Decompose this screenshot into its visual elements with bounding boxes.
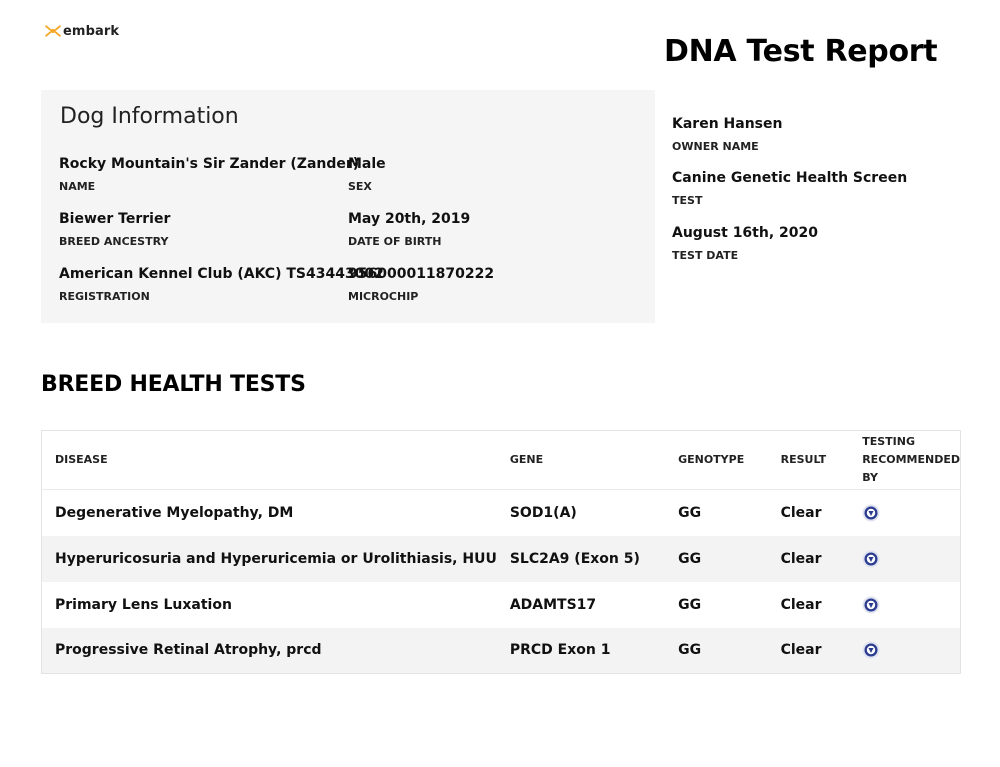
- test-date-field: [672, 225, 818, 262]
- result-cell: Clear: [768, 582, 850, 628]
- genotype-cell: GG: [665, 582, 768, 628]
- recommended-by-header-line1: TESTING: [862, 435, 915, 448]
- date-of-birth-label: DATE OF BIRTH: [348, 235, 442, 248]
- breed-club-seal-icon: [862, 596, 880, 614]
- test-field: [672, 170, 907, 207]
- table-row: [42, 628, 961, 674]
- microchip-value: 956000011870222: [348, 266, 495, 282]
- embark-logo-icon: [44, 22, 62, 40]
- breed-health-tests-title: BREED HEALTH TESTS: [41, 372, 306, 397]
- recommended-by-column-header: [849, 431, 960, 490]
- breed-club-seal-icon: [862, 504, 880, 522]
- recommended-by-cell: [849, 582, 960, 628]
- owner-name-value: Karen Hansen: [672, 116, 783, 132]
- result-cell: Clear: [768, 628, 850, 674]
- result-cell: Clear: [768, 536, 850, 582]
- date-of-birth-field: [348, 211, 470, 248]
- genotype-column-header: GENOTYPE: [665, 431, 768, 490]
- test-date-label: TEST DATE: [672, 249, 739, 262]
- breed-club-seal-icon: [862, 641, 880, 659]
- embark-logo: [44, 22, 119, 40]
- table-row: [42, 582, 961, 628]
- genotype-cell: GG: [665, 490, 768, 536]
- registration-field: [59, 266, 384, 303]
- brand-name: embark: [63, 23, 120, 39]
- report-title: DNA Test Report: [664, 34, 938, 69]
- breed-club-seal-icon: [862, 550, 880, 568]
- result-column-header: RESULT: [768, 431, 850, 490]
- dog-name-label: NAME: [59, 180, 96, 193]
- gene-cell: ADAMTS17: [497, 582, 665, 628]
- result-cell: Clear: [768, 490, 850, 536]
- disease-cell: Primary Lens Luxation: [42, 582, 497, 628]
- disease-column-header: DISEASE: [42, 431, 497, 490]
- disease-cell: Progressive Retinal Atrophy, prcd: [42, 628, 497, 674]
- table-header-row: [42, 431, 961, 490]
- test-label: TEST: [672, 194, 703, 207]
- table-row: [42, 536, 961, 582]
- breed-ancestry-label: BREED ANCESTRY: [59, 235, 169, 248]
- date-of-birth-value: May 20th, 2019: [348, 211, 471, 227]
- breed-ancestry-field: [59, 211, 170, 248]
- gene-cell: PRCD Exon 1: [497, 628, 665, 674]
- owner-name-field: [672, 116, 782, 153]
- test-value: Canine Genetic Health Screen: [672, 170, 908, 186]
- gene-column-header: GENE: [497, 431, 665, 490]
- dog-name-field: [59, 156, 359, 193]
- owner-name-label: OWNER NAME: [672, 140, 759, 153]
- genotype-cell: GG: [665, 536, 768, 582]
- recommended-by-header-line2: RECOMMENDED BY: [862, 453, 960, 484]
- breed-health-tests-table: [41, 430, 961, 674]
- sex-field: [348, 156, 386, 193]
- recommended-by-cell: [849, 628, 960, 674]
- dog-information-title: Dog Information: [60, 104, 239, 129]
- dog-information-panel: [41, 90, 655, 323]
- sex-label: SEX: [348, 180, 372, 193]
- table-row: [42, 490, 961, 536]
- dog-name-value: Rocky Mountain's Sir Zander (Zander): [59, 156, 360, 172]
- registration-value: American Kennel Club (AKC) TS43443002: [59, 266, 384, 282]
- disease-cell: Degenerative Myelopathy, DM: [42, 490, 497, 536]
- gene-cell: SLC2A9 (Exon 5): [497, 536, 665, 582]
- recommended-by-cell: [849, 490, 960, 536]
- microchip-label: MICROCHIP: [348, 290, 419, 303]
- disease-cell: Hyperuricosuria and Hyperuricemia or Urolithiasis, HUU: [42, 536, 497, 582]
- genotype-cell: GG: [665, 628, 768, 674]
- sex-value: Male: [348, 156, 386, 172]
- breed-ancestry-value: Biewer Terrier: [59, 211, 171, 227]
- registration-label: REGISTRATION: [59, 290, 150, 303]
- gene-cell: SOD1(A): [497, 490, 665, 536]
- recommended-by-cell: [849, 536, 960, 582]
- microchip-field: [348, 266, 494, 303]
- test-date-value: August 16th, 2020: [672, 225, 818, 241]
